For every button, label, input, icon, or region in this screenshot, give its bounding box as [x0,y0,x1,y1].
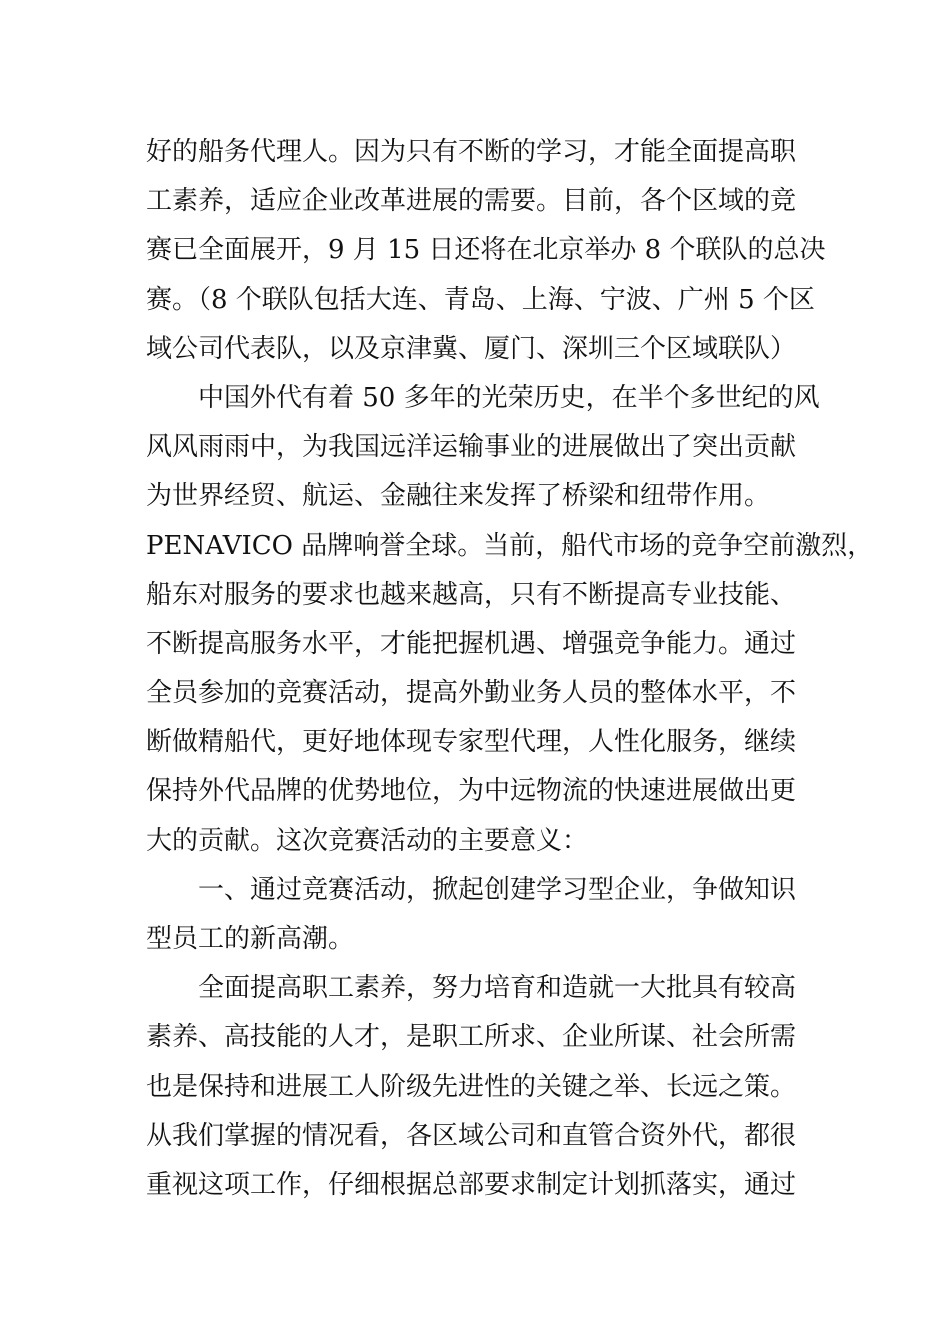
text-line: 保持外代品牌的优势地位，为中远物流的快速进展做出更 [146,776,797,807]
text-line: PENAVICO 品牌响誉全球。当前，船代市场的竞争空前激烈， [146,530,874,561]
text-line: 型员工的新高潮。 [146,924,355,954]
text-line: 全员参加的竞赛活动，提高外勤业务人员的整体水平，不 [146,678,797,709]
paragraph-first-line: 全面提高职工素养，努力培育和造就一大批具有较高 [198,973,797,1004]
text-line: 好的船务代理人。因为只有不断的学习，才能全面提高职 [146,137,797,167]
text-line: 重视这项工作，仔细根据总部要求制定计划抓落实，通过 [146,1169,797,1200]
section-heading: 一、通过竞赛活动，掀起创建学习型企业，争做知识 [198,874,797,905]
text-line: 赛已全面展开，9 月 15 日还将在北京举办 8 个联队的总决 [146,235,826,266]
text-line: 不断提高服务水平，才能把握机遇、增强竞争能力。通过 [146,628,797,659]
text-line: 断做精船代，更好地体现专家型代理，人性化服务，继续 [146,727,797,758]
text-line: 也是保持和进展工人阶级先进性的关键之举、长远之策。 [146,1071,797,1102]
paragraph-first-line: 中国外代有着 50 多年的光荣历史，在半个多世纪的风 [198,382,820,413]
text-line: 风风雨雨中，为我国远洋运输事业的进展做出了突出贡献 [146,432,797,463]
text-line: 为世界经贸、航运、金融往来发挥了桥梁和纽带作用。 [146,481,771,512]
text-line: 赛。（8 个联队包括大连、青岛、上海、宁波、广州 5 个区 [146,284,815,315]
text-line: 从我们掌握的情况看，各区域公司和直管合资外代，都很 [146,1120,797,1151]
text-line: 大的贡献。这次竞赛活动的主要意义： [146,825,589,856]
text-line: 素养、高技能的人才，是职工所求、企业所谋、社会所需 [146,1022,797,1053]
text-line: 工素养，适应企业改革进展的需要。目前，各个区域的竞 [146,186,797,217]
body-text [146,128,874,1210]
text-line: 域公司代表队，以及京津冀、厦门、深圳三个区域联队） [146,333,797,364]
text-line: 船东对服务的要求也越来越高，只有不断提高专业技能、 [146,579,797,610]
